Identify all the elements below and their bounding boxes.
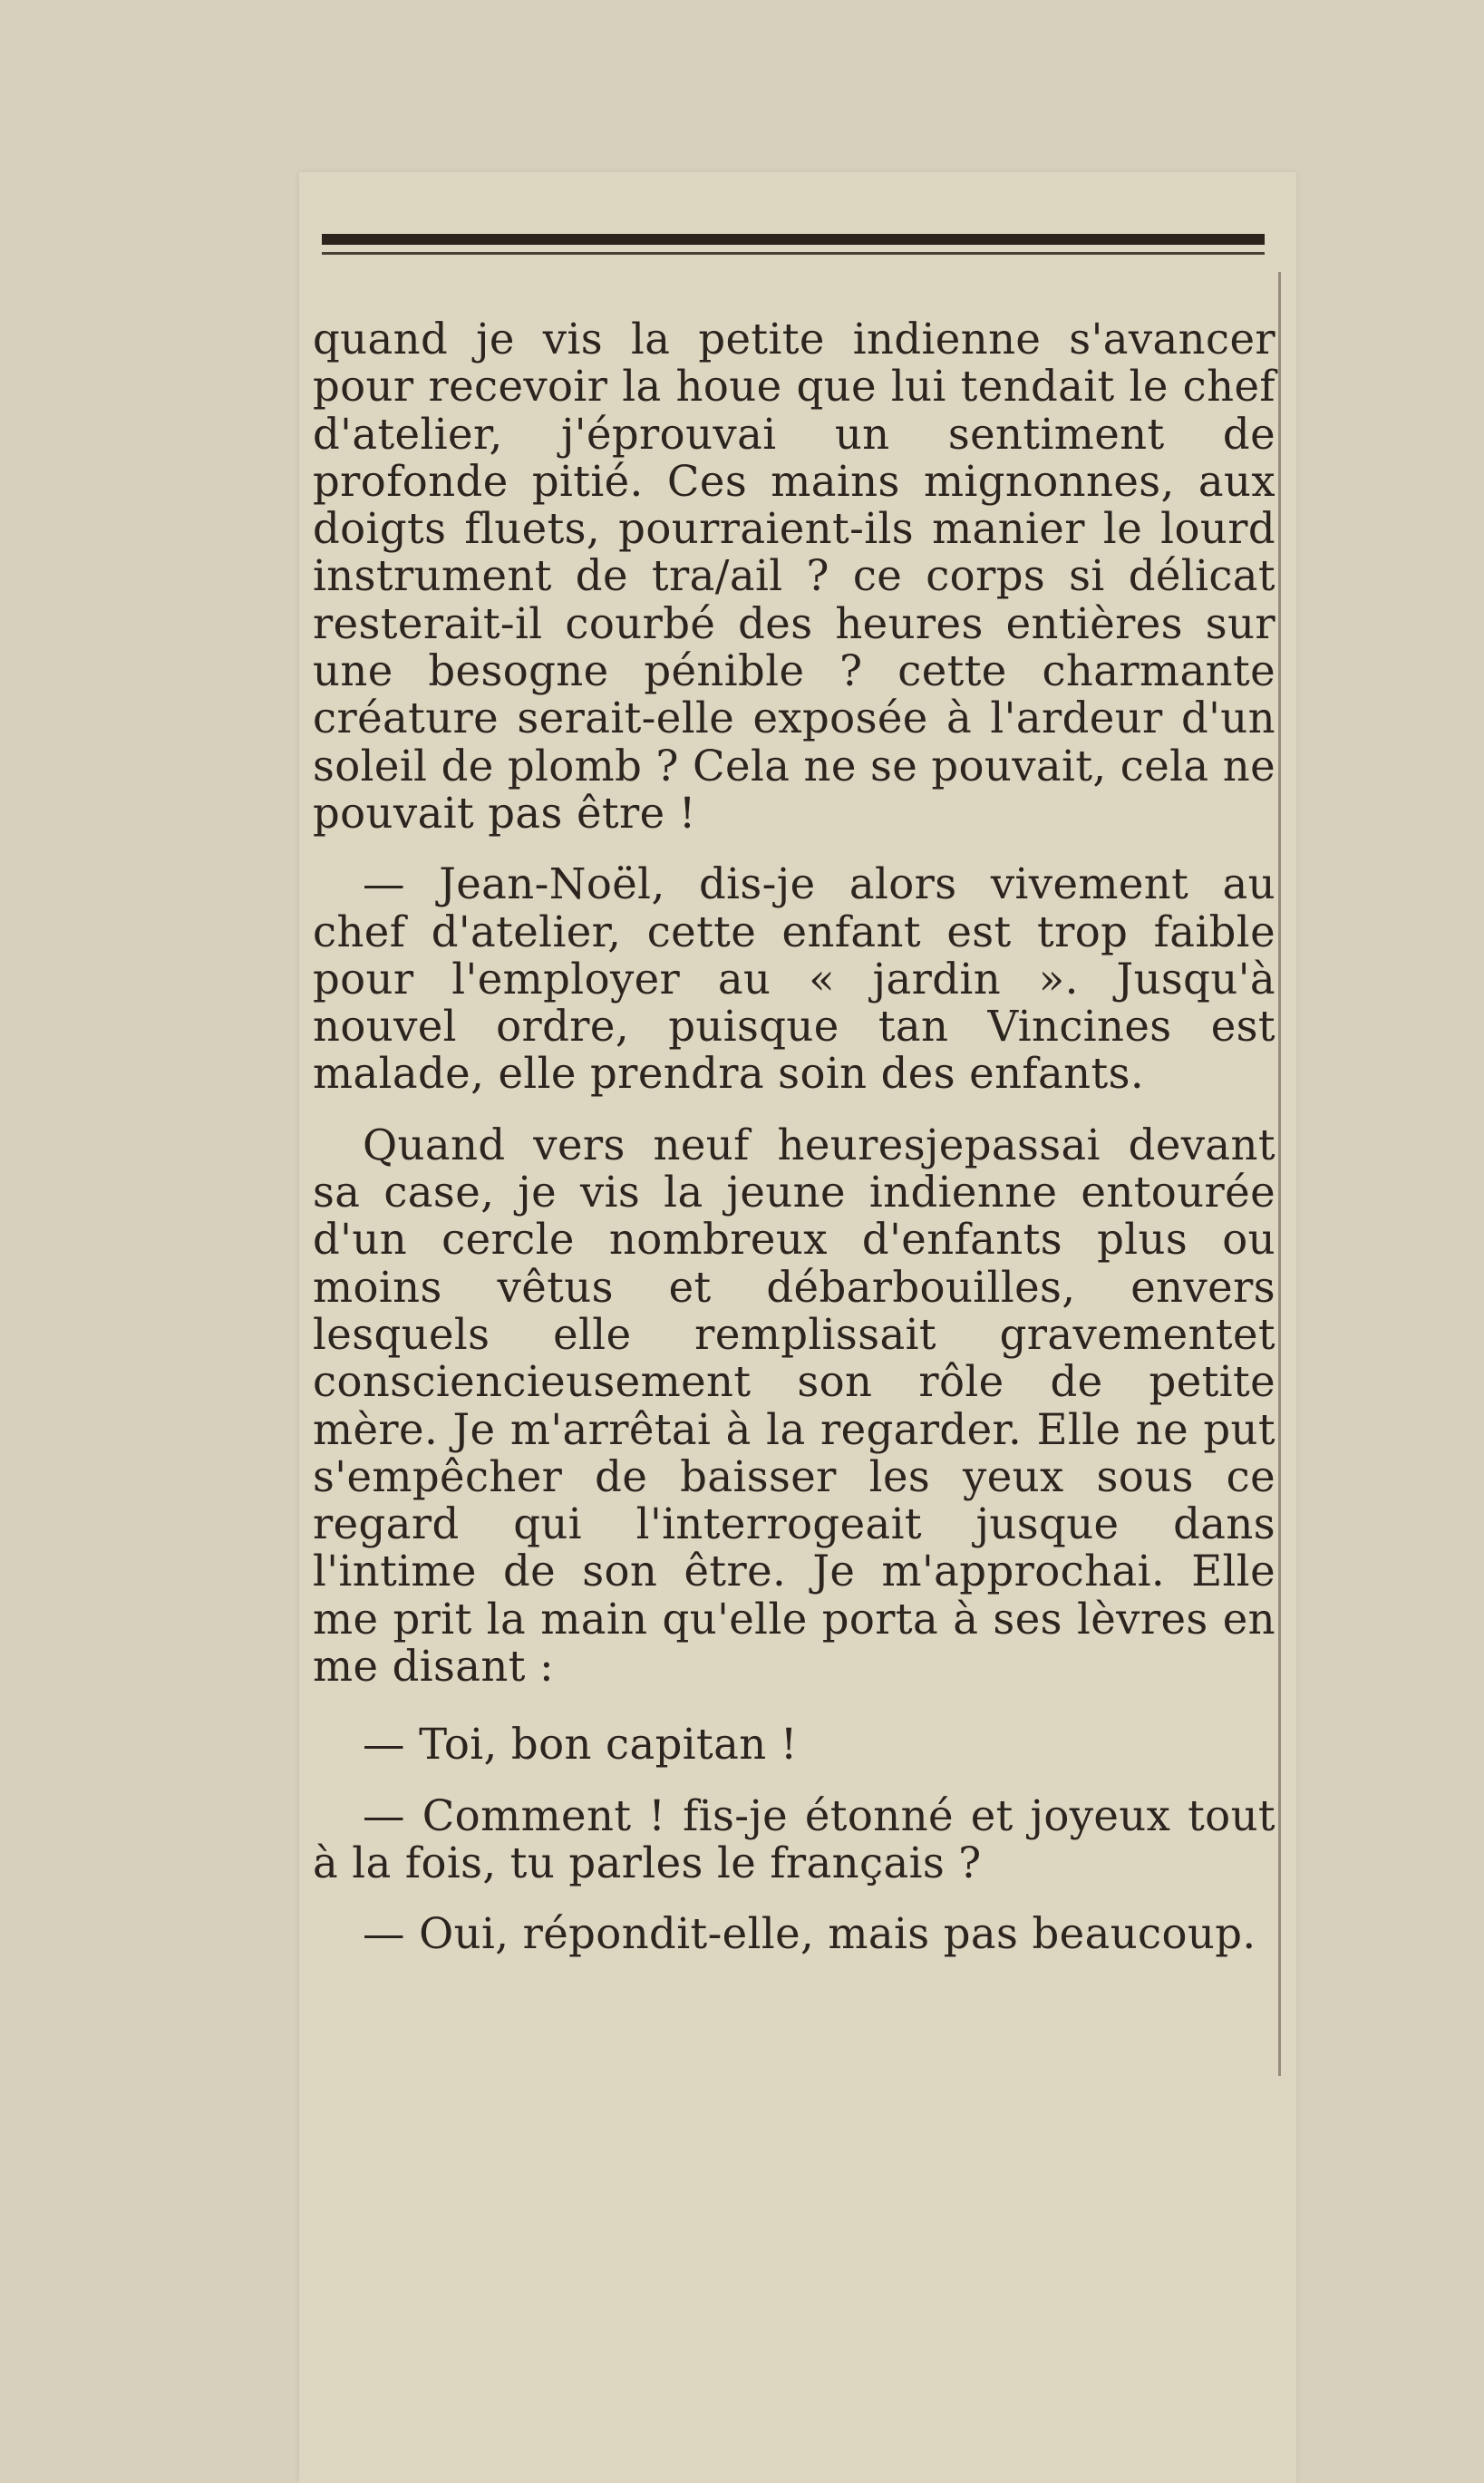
column-top-rule-thin bbox=[322, 252, 1265, 255]
article-text bbox=[313, 315, 1275, 1958]
paragraph-2: — Jean-Noël, dis-je alors vivement au chef d'atelier, cette enfant est trop faible pour l'employer au « jardin ». Jusqu'à nouvel ordre, puisque tan Vincines est malade, elle prendra soin des enfants. bbox=[313, 859, 1275, 1099]
paragraph-4: — Toi, bon capitan ! bbox=[363, 1720, 798, 1770]
paragraph-1: quand je vis la petite indienne s'avancer pour recevoir la houe que lui tendait le chef d'atelier, j'éprouvai un sentiment de profonde pitié. Ces mains mignonnes, aux doigts fluets, pourraient-ils manier le lourd instrument de tra/ail ? ce corps si délicat resterait-il courbé des heures entières sur une besogne pénible ? cette charmante créature serait-elle exposée à l'ardeur d'un soleil de plomb ? Cela ne se pouvait, cela ne pouvait pas être ! bbox=[313, 315, 1275, 838]
paragraph-5: — Comment ! fis-je étonné et joyeux tout à la fois, tu parles le français ? bbox=[313, 1790, 1275, 1887]
paragraph-3: Quand vers neuf heuresjepassai devant sa case, je vis la jeune indienne entourée d'un cercle nombreux d'enfants plus ou moins vêtus et débarbouilles, envers lesquels elle remplissait gravementet consciencieusement son rôle de petite mère. Je m'arrêtai à la regarder. Elle ne put s'empêcher de baisser les yeux sous ce regard qui l'interrogeait jusque dans l'intime de son être. Je m'approchai. Elle me prit la main qu'elle porta à ses lèvres en me disant : bbox=[313, 1120, 1275, 1692]
column-top-rule bbox=[322, 234, 1265, 245]
paragraph-6: — Oui, répondit-elle, mais pas beaucoup. bbox=[363, 1909, 1256, 1959]
column-right-border bbox=[1278, 272, 1281, 2076]
